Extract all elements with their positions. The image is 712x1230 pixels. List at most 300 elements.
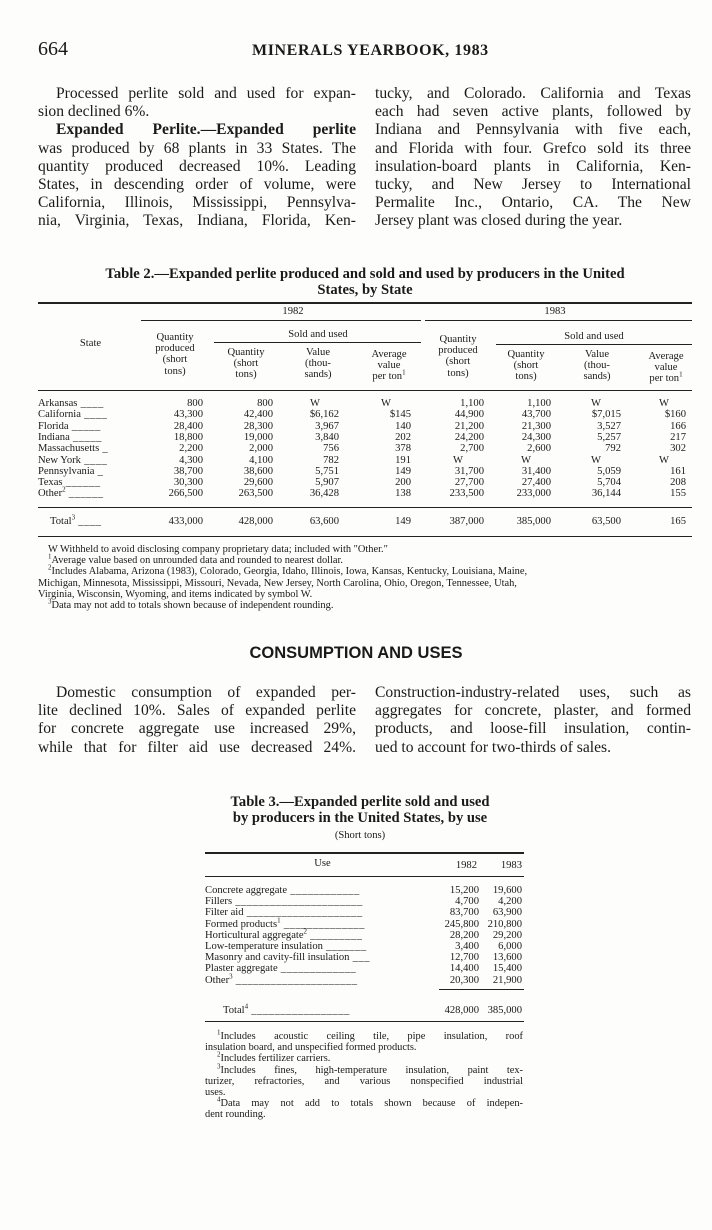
table2-cell: 29,600 [243,477,273,489]
footnote-mark: 1 [679,370,683,379]
hdr-line: tons) [447,367,469,379]
hdr-line: Quantity [156,332,194,343]
table2-col-value-1983 [563,349,631,383]
table2-cell: 756 [323,443,339,455]
table2-cell: 202 [395,431,411,443]
state-cell [38,466,103,477]
leader-dots: _____ [68,420,101,432]
hdr-line: (short [445,356,471,368]
table2-cell: 155 [670,488,686,500]
table3-cell-1982: 4,700 [455,896,479,908]
table2-cell: 63,600 [309,516,339,527]
table3-subtitle: (Short tons) [334,830,386,841]
leader-dots: ___ [349,952,371,964]
leader-dots: _ [94,465,104,477]
table2-cell: 782 [323,454,339,466]
hdr-line: Quantity [439,334,477,345]
leader-dots: _____________________ [232,974,358,986]
leader-dots: ____________ [287,885,360,896]
state-name: California [38,409,81,421]
table2-row [38,398,692,410]
table2-cell: 428,000 [238,516,273,527]
table2-cell: 31,400 [521,465,551,477]
table2-cell: 28,300 [243,420,273,432]
hdr-line: produced [155,343,195,355]
table2-cell: 63,500 [591,516,621,527]
table3-col-1982: 1982 [455,860,477,871]
table2-row [38,477,692,489]
hdr-line: (short [233,358,259,370]
table2-col-qty-1983 [424,334,492,379]
table2-cell: 24,300 [521,431,551,443]
table3-footnote-cont: turizer, refractories, and various nonspecified industrial [205,1075,523,1087]
table2-footnote: W Withheld to avoid disclosing company proprietary data; included with "Other." [48,544,388,555]
footnote-text: Includes Alabama, Arizona (1983), Colorado, Georgia, Idaho, Illinois, Iowa, Kansas, Kentucky, Louisiana, Maine, [51,566,528,578]
table2-cell: 433,000 [168,516,203,527]
table2-row [38,485,692,500]
table2-cell: W [591,398,601,409]
consumption-left-column [38,684,356,757]
hdr-line: Quantity [507,349,545,360]
state-name: Arkansas [38,398,78,409]
footnote-mark: 3 [48,597,52,606]
consumption-left-line: while that for filter aid use decreased 24%. [38,738,356,756]
table2-cell: 44,900 [454,409,484,421]
intro-left-line: sion declined 6%. [38,103,150,121]
table3-cell-1983: 4,200 [498,896,522,908]
table2-cell: 36,144 [591,488,621,500]
hdr-line: tons) [235,369,257,381]
table3-row [205,952,524,963]
state-cell [38,432,102,443]
table3-footnote [205,1062,523,1076]
table2-cell: 378 [395,443,411,455]
table3-footnote [205,1050,523,1065]
state-cell [38,455,107,466]
state-cell [38,443,108,454]
intro-left-line: States, in descending order of volume, were [38,176,356,194]
table2-cell: 3,967 [315,420,339,432]
table2-col-avg-1982 [356,349,422,383]
use-name: Formed products [205,918,278,930]
table3-footnote-cont: uses. [205,1087,226,1099]
footnote-mark: 1 [48,552,52,561]
intro-left-line: California, Illinois, Mississippi, Pennsylva- [38,194,356,212]
hdr-line: tons) [515,371,537,383]
table3-footnote [205,1095,523,1110]
table2-cell: 191 [395,454,411,466]
table2-cell: 800 [257,398,273,409]
leader-dots: _______ [322,941,367,952]
table2-cell: 5,059 [597,465,621,477]
table2-cell: 38,700 [173,465,203,477]
leader-dots: ____ [80,454,108,466]
table2-cell: 266,500 [168,488,203,500]
table3-footnote [205,1028,523,1042]
table2-cell: 149 [395,516,411,527]
table3-row [205,907,524,918]
table2-cell: W [591,454,601,466]
table2-footnote [48,563,693,578]
footnote-mark: 3 [229,972,233,981]
table3-cell-1982: 28,200 [449,929,479,941]
table2-cell: $6,162 [309,409,339,421]
table3-cell-1983: 385,000 [487,1005,522,1016]
table2-footnote [48,552,693,567]
table3-cell-1982: 83,700 [449,907,479,919]
table2-cell: 2,200 [179,443,203,455]
hdr-line: (short [513,360,539,372]
footnote-text: Includes acoustic ceiling tile, pipe insulation, roof [220,1031,523,1042]
use-cell [205,972,358,986]
table2-col-state: State [79,338,102,349]
table2-title-line2: States, by State [317,282,413,298]
hdr-line: Value [584,349,610,360]
intro-right-line: each had seven active plants, followed by [375,103,691,121]
table2-cell: 2,600 [527,443,551,455]
intro-right-column [375,85,691,231]
use-cell [205,963,356,974]
table3-row [205,927,524,941]
footnote-mark: 3 [71,513,76,522]
table2-cell: 3,527 [597,420,621,432]
footnote-text: Average value based on unrounded data and rounded to nearest dollar. [51,555,344,567]
table2-cell: 2,700 [460,443,484,455]
hdr-line: sands) [583,371,611,383]
table2-cell: W [381,398,391,409]
state-cell [38,477,101,488]
table3 [205,852,524,1022]
intro-right-line: insulation-board plants in California, Ken- [375,157,691,175]
table3-footnotes [205,1028,523,1121]
table2-cell: 166 [670,420,686,432]
table2-sold-used-1983: Sold and used [564,331,624,342]
table3-cell-1983: 63,900 [492,907,522,919]
table3-cell-1982: 12,700 [449,952,479,964]
table2-footnote [48,597,693,612]
table2-cell: 42,400 [243,409,273,421]
table2-cell: 233,000 [516,488,551,500]
table2-cell: 3,840 [315,431,339,443]
leader-dots: _____ [69,431,102,443]
leader-dots: _________ [307,929,363,941]
table2-cell: 208 [670,477,686,489]
table3-cell-1982: 428,000 [444,1005,479,1016]
table2-cell: 1,100 [460,398,484,409]
intro-left-line: quantity produced decreased 10%. Leading [38,157,356,175]
table2-col-avg-1983 [634,351,698,385]
footnote-mark: 2 [303,927,308,936]
table2-cell: 161 [670,465,686,477]
leader-dots: ____________________ [243,907,363,919]
state-name: Pennsylvania [38,465,95,477]
table2-year-1982: 1982 [282,306,304,317]
table3-cell-1983: 29,200 [492,929,522,941]
table2-cell: 5,257 [597,431,621,443]
leader-dots: ____ [80,409,108,421]
table3-cell-1982: 3,400 [455,941,479,952]
hdr-line: (thou- [584,360,610,372]
hdr-line: sands) [304,369,332,381]
hdr-line: Average [648,351,684,362]
footnote-mark: 4 [217,1095,221,1104]
table2-footnote-cont: Virginia, Wisconsin, Wyoming, and items indicated by symbol W. [38,588,313,600]
running-head: MINERALS YEARBOOK, 1983 [252,42,489,59]
footnote-mark: 2 [217,1050,221,1059]
hdr-text: per ton [372,371,403,383]
leader-dots: ____ [77,398,104,409]
table2-cell: 233,500 [449,488,484,500]
state-cell [50,513,102,527]
table2-cell: $145 [389,409,411,421]
table3-cell-1983: 210,800 [487,918,522,930]
section-heading: CONSUMPTION AND USES [249,644,463,662]
table2-cell: 4,100 [249,454,273,466]
table2-row [38,443,692,455]
state-cell [38,398,104,409]
leader-dots: ______ [62,477,101,489]
table3-title [190,794,530,826]
footnote-text: Data may not add to totals shown because of indepen- [220,1098,523,1110]
intro-right-line: tucky, and New Jersey to International [375,176,691,194]
table2-title [40,266,690,298]
table2-col-subqty-1982 [213,347,279,381]
hdr-line: produced [438,345,478,357]
hdr-line [356,368,422,383]
use-cell [205,907,363,918]
consumption-right-line: ued to account for two-thirds of sales. [375,738,612,756]
table3-title-line2: by producers in the United States, by use [232,810,488,826]
table2-sold-used-1982: Sold and used [288,329,348,340]
state-name: Texas [38,477,63,489]
hdr-line: value [377,360,401,372]
table3-row [205,916,524,930]
table2-cell: 2,000 [249,443,273,455]
state-name: Other [38,488,63,500]
state-name: Indiana [38,431,70,443]
table3-footnote-cont: insulation board, and unspecified formed products. [205,1042,417,1054]
table3-cell-1982: 245,800 [444,918,479,930]
table3-row [205,941,524,952]
table2-cell: 387,000 [449,516,484,527]
footnote-mark: 2 [62,485,66,494]
table2-cell: 149 [395,465,411,477]
intro-left-line: Processed perlite sold and used for expan- [56,85,356,102]
footnote-mark: 1 [217,1028,221,1037]
table2-cell: 38,600 [243,465,273,477]
table3-row [205,972,524,986]
table2-cell: W [659,398,669,409]
table2-cell: 30,300 [173,477,203,489]
use-cell [205,916,365,930]
table2-cell: 21,300 [521,420,551,432]
leader-dots: _ [99,443,109,455]
table2-row [38,421,692,433]
table2-year-1983: 1983 [544,306,566,317]
table3-cell-1983: 19,600 [492,885,522,896]
use-name: Plaster aggregate [205,963,278,975]
use-cell [205,952,370,963]
state-cell [38,421,101,432]
expanded-perlite-heading-line: Expanded Perlite.—Expanded perlite [56,121,356,139]
intro-left-line: nia, Virginia, Texas, Indiana, Florida, Ken- [38,212,356,230]
footnote-mark: 4 [244,1002,249,1011]
footnote-text: Data may not add to totals shown because of independent rounding. [51,600,334,612]
table3-cell-1982: 15,200 [449,885,479,896]
table2-cell: W [453,454,463,466]
table2-footnotes [38,544,693,612]
consumption-left-line: Domestic consumption of expanded per- [56,684,356,701]
use-name: Horticultural aggregate [205,929,304,941]
footnote-text: Includes fines, high-temperature insulation, paint tex- [220,1064,523,1076]
table3-cell-1983: 13,600 [492,952,522,964]
use-name: Low-temperature insulation [205,941,323,952]
table2-cell: W [310,398,320,409]
table2-cell: 31,700 [454,465,484,477]
hdr-line: value [654,362,678,374]
table3-col-1983: 1983 [500,860,522,871]
use-cell [205,885,360,896]
state-cell [38,409,107,420]
table2-cell: $160 [664,409,686,421]
table3-cell-1982: 14,400 [449,963,479,975]
table3-title-line1: Table 3.—Expanded perlite sold and used [230,794,490,810]
table2-cell: 385,000 [516,516,551,527]
use-name: Masonry and cavity-fill insulation [205,952,350,964]
consumption-right-line: products, and loose-fill insulation, contin- [375,720,691,738]
consumption-right-line: aggregates for concrete, plaster, and formed [375,702,691,720]
hdr-line: Quantity [227,347,265,358]
consumption-left-line: lite declined 10%. Sales of expanded perlite [38,702,356,720]
table2-cell: 1,100 [527,398,551,409]
table2 [38,302,692,538]
use-name: Fillers [205,896,233,908]
use-name: Other [205,974,230,986]
table2-cell: 24,200 [454,431,484,443]
table2-cell: 28,400 [173,420,203,432]
intro-right-line: and Florida with four. Grefco sold its three [375,139,691,157]
table3-cell-1983: 6,000 [498,941,522,952]
table2-cell: 302 [670,443,686,455]
leader-dots: _____________ [277,963,357,975]
footnote-mark: 1 [402,368,406,377]
table2-cell: 263,500 [238,488,273,500]
footnote-mark: 3 [217,1062,221,1071]
leader-dots: _________________ [248,1005,350,1016]
table3-cell-1983: 15,400 [492,963,522,975]
intro-right-line: Jersey plant was closed during the year. [375,212,623,230]
table2-cell: $7,015 [591,409,621,421]
state-name: Massachusetts [38,443,100,455]
use-name: Filter aid [205,907,244,919]
hdr-line: (short [162,354,188,366]
state-name: Florida [38,420,69,432]
table2-cell: 21,200 [454,420,484,432]
table2-cell: 5,704 [597,477,621,489]
table2-cell: 800 [187,398,203,409]
state-cell [38,485,104,500]
table2-cell: 19,000 [243,431,273,443]
table3-cell-1983: 21,900 [492,974,522,986]
hdr-line [634,370,698,385]
table2-cell: 165 [670,516,686,527]
leader-dots: ______________________ [232,896,363,908]
intro-left-column [38,85,356,231]
table2-cell: 138 [395,488,411,500]
table2-cell: 5,907 [315,477,339,489]
table2-cell: 27,700 [454,477,484,489]
table3-row [205,963,524,974]
intro-right-line: Indiana and Pennsylvania with five each, [375,121,691,139]
table2-cell: 5,751 [315,465,339,477]
table2-cell: W [521,454,531,466]
table2-col-subqty-1983 [493,349,559,383]
table2-cell: 4,300 [179,454,203,466]
footnote-mark: 1 [277,916,281,925]
consumption-right-column [375,684,691,757]
leader-dots: ____ [75,516,102,527]
table3-row [205,885,524,896]
hdr-line: tons) [164,365,186,377]
leader-dots: ______________ [280,918,365,930]
table2-cell: 18,800 [173,431,203,443]
use-name: Total [223,1005,245,1016]
table2-footnote-cont: Michigan, Minnesota, Mississippi, Missouri, Nevada, New Jersey, North Carolina, Ohio, Oregon, Tennessee, Utah, [38,577,517,589]
use-cell [205,927,363,941]
intro-right-line: Permalite Inc., Ontario, CA. The New [375,194,691,212]
table2-cell: 27,400 [521,477,551,489]
consumption-right-line: Construction-industry-related uses, such as [375,684,691,701]
use-cell [223,1002,350,1016]
table3-footnote-cont: dent rounding. [205,1109,266,1121]
footnote-text: Includes fertilizer carriers. [220,1053,331,1065]
table2-cell: 36,428 [309,488,339,500]
use-name: Concrete aggregate [205,885,288,896]
table2-row [38,466,692,478]
table2-title-line1: Table 2.—Expanded perlite produced and sold and used by producers in the United [105,266,625,282]
table2-col-qty-1982 [141,332,209,377]
table2-cell: 217 [670,431,686,443]
table2-cell: 792 [605,443,621,455]
state-name: New York [38,454,81,466]
table2-cell: 43,700 [521,409,551,421]
hdr-line: Average [371,349,407,360]
table2-cell: W [659,454,669,466]
footnote-mark: 2 [48,563,52,572]
table2-row [38,432,692,444]
table2-row [38,455,692,467]
table2-cell: 140 [395,420,411,432]
use-cell [205,941,367,952]
use-cell [205,896,363,907]
intro-left-line: was produced by 68 plants in 33 States. The [38,139,356,157]
table2-cell: 43,300 [173,409,203,421]
table2-row [38,409,692,421]
table3-cell-1982: 20,300 [449,974,479,986]
table3-col-use: Use [314,858,331,869]
hdr-text: per ton [649,373,680,385]
page-number: 664 [38,38,68,60]
table2-cell: 200 [395,477,411,489]
table2-total [38,513,692,528]
state-name: Total [50,516,72,527]
table3-row [205,896,524,907]
table2-col-value-1982 [283,347,353,381]
leader-dots: ______ [65,488,104,500]
table3-total [205,1002,524,1016]
hdr-line: Value [305,347,331,358]
hdr-line: (thou- [305,358,331,370]
